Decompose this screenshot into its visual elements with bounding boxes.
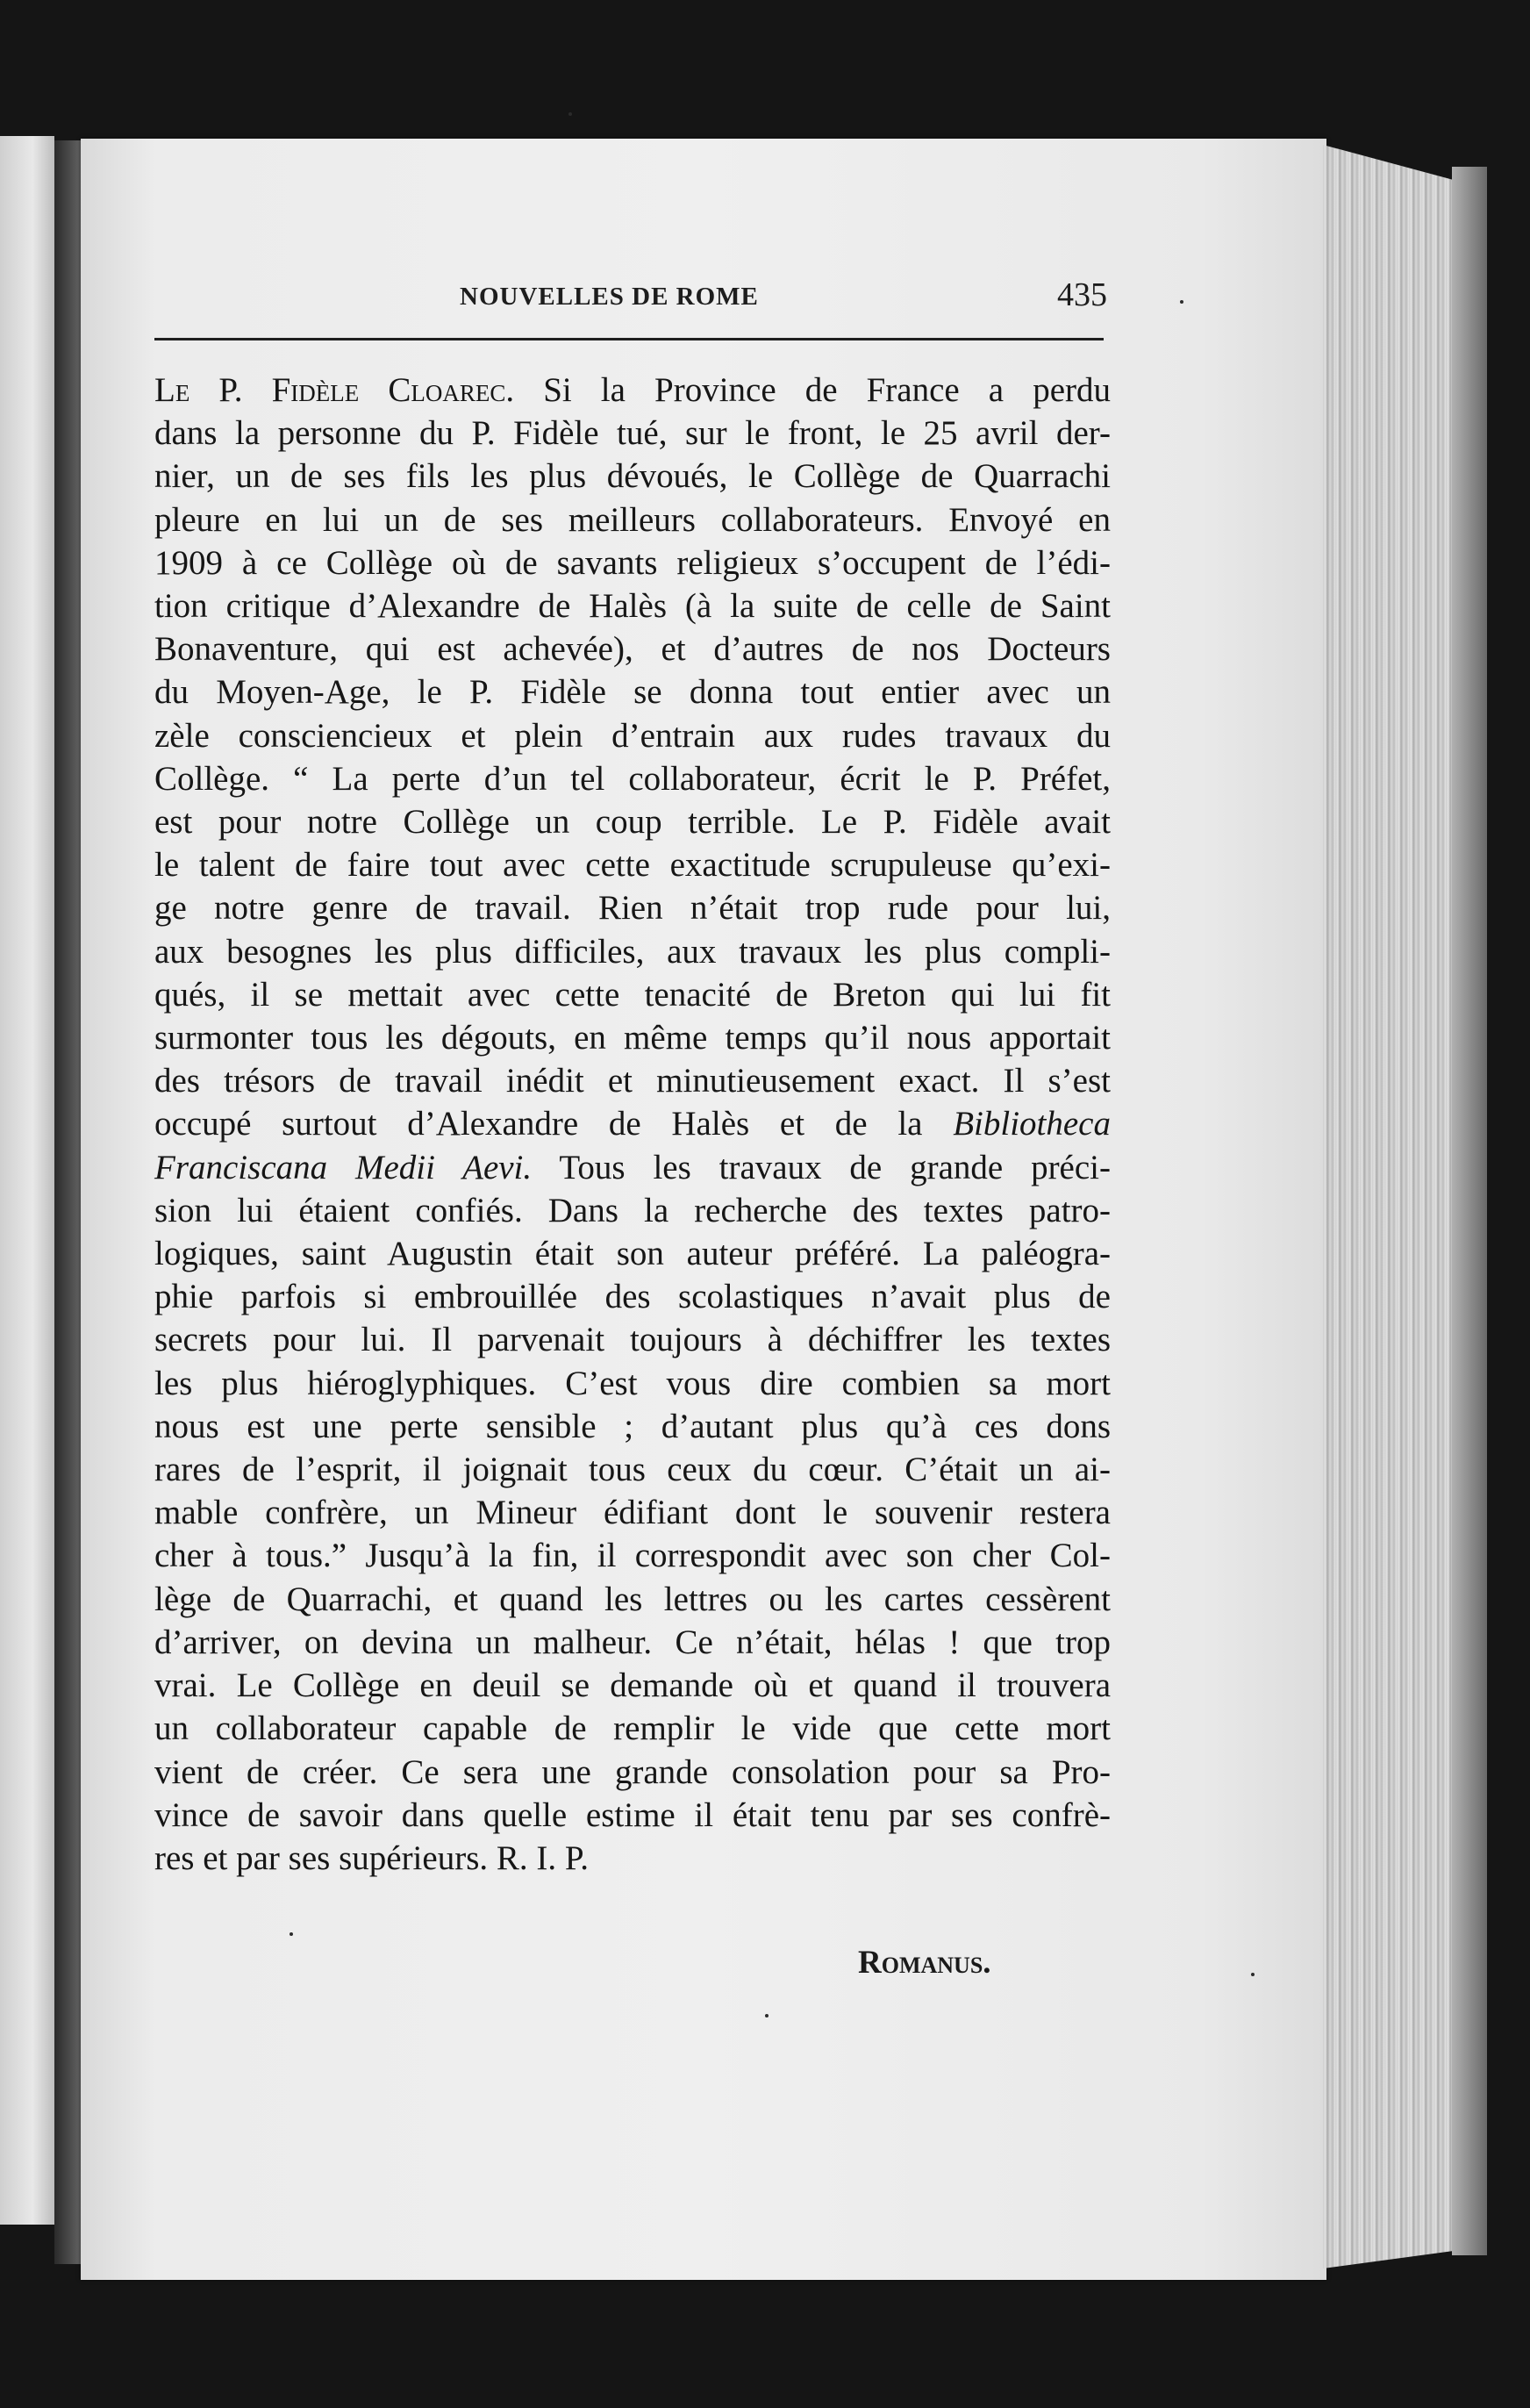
text-line: les plus hiéroglyphiques. C’est vous dire combien sa mort <box>154 1364 1111 1402</box>
text-line: pleure en lui un de ses meilleurs collaborateurs. Envoyé en <box>154 500 1111 539</box>
text-line: Le P. Fidèle Cloarec. Si la Province de France a perdu <box>154 371 1111 409</box>
text-line: Franciscana Medii Aevi. Tous les travaux de grande préci- <box>154 1148 1111 1186</box>
running-head <box>154 276 1111 323</box>
article-body <box>154 369 1111 1880</box>
text-line: aux besognes les plus difficiles, aux travaux les plus compli- <box>154 932 1111 971</box>
dust-speck <box>568 112 572 116</box>
italic-title: Bibliotheca <box>953 1105 1111 1143</box>
text-line: secrets pour lui. Il parvenait toujours à déchiffrer les textes <box>154 1321 1111 1359</box>
text-line: phie parfois si embrouillée des scolastiques n’avait plus de <box>154 1278 1111 1316</box>
text-line: zèle consciencieux et plein d’entrain aux rudes travaux du <box>154 716 1111 755</box>
text-line: des trésors de travail inédit et minutieusement exact. Il s’est <box>154 1062 1111 1100</box>
text-line: surmonter tous les dégouts, en même temps qu’il nous apportait <box>154 1019 1111 1057</box>
text-line: un collaborateur capable de remplir le vide que cette mort <box>154 1709 1111 1748</box>
text-line: ge notre genre de travail. Rien n’était trop rude pour lui, <box>154 889 1111 928</box>
text-line: sion lui étaient confiés. Dans la recherche des textes patro- <box>154 1191 1111 1229</box>
text-line: res et par ses supérieurs. R. I. P. <box>154 1838 589 1877</box>
facing-page-edge <box>0 136 54 2225</box>
text-line: tion critique d’Alexandre de Halès (à la suite de celle de Saint <box>154 587 1111 626</box>
signature: Romanus. <box>858 1945 991 1981</box>
text-line: vince de savoir dans quelle estime il était tenu par ses confrè- <box>154 1795 1111 1834</box>
dust-speck <box>765 2014 769 2017</box>
dust-speck <box>290 1932 293 1936</box>
text-line: Bonaventure, qui est achevée), et d’autres de nos Docteurs <box>154 630 1111 669</box>
italic-title: Franciscana Medii Aevi. <box>154 1148 533 1186</box>
text-line: mable confrère, un Mineur édifiant dont le souvenir restera <box>154 1494 1111 1532</box>
article-heading: Le P. Fidèle Cloarec. <box>154 371 515 409</box>
text-line: vrai. Le Collège en deuil se demande où et quand il trouvera <box>154 1666 1111 1705</box>
header-rule <box>154 338 1104 340</box>
text-line: qués, il se mettait avec cette tenacité de Breton qui lui fit <box>154 975 1111 1014</box>
dust-speck <box>1251 1973 1255 1976</box>
text-line: dans la personne du P. Fidèle tué, sur le front, le 25 avril der- <box>154 414 1111 453</box>
text-line: rares de l’esprit, il joignait tous ceux du cœur. C’était un ai- <box>154 1451 1111 1489</box>
text-line: cher à tous.” Jusqu’à la fin, il correspondit avec son cher Col- <box>154 1537 1111 1575</box>
text-line: nous est une perte sensible ; d’autant plus qu’à ces dons <box>154 1407 1111 1445</box>
text-line: nier, un de ses fils les plus dévoués, le Collège de Quarrachi <box>154 457 1111 496</box>
text-line: le talent de faire tout avec cette exactitude scrupuleuse qu’exi- <box>154 846 1111 885</box>
page-number: 435 <box>1057 276 1107 313</box>
text-line: d’arriver, on devina un malheur. Ce n’était, hélas ! que trop <box>154 1623 1111 1661</box>
text-line: du Moyen-Age, le P. Fidèle se donna tout entier avec un <box>154 673 1111 712</box>
text-line: occupé surtout d’Alexandre de Halès et de la Bibliotheca <box>154 1105 1111 1143</box>
text-line: vient de créer. Ce sera une grande consolation pour sa Pro- <box>154 1752 1111 1791</box>
text-line: 1909 à ce Collège où de savants religieux s’occupent de l’édi- <box>154 543 1111 582</box>
page-stack-shadow <box>1452 167 1487 2255</box>
text-line: logiques, saint Augustin était son auteur préféré. La paléogra- <box>154 1235 1111 1273</box>
running-title: NOUVELLES DE ROME <box>460 283 759 311</box>
text-line: lège de Quarrachi, et quand les lettres ou les cartes cessèrent <box>154 1580 1111 1618</box>
text-line: est pour notre Collège un coup terrible. Le P. Fidèle avait <box>154 803 1111 842</box>
book-gutter <box>54 140 84 2264</box>
dust-speck <box>1180 300 1183 304</box>
text-line: Collège. “ La perte d’un tel collaborateur, écrit le P. Préfet, <box>154 759 1111 798</box>
